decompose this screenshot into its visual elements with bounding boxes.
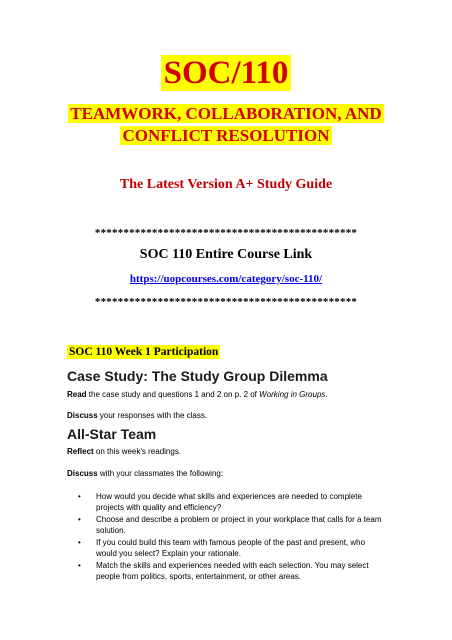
discuss-text: your responses with the class.	[97, 411, 208, 420]
discuss-text: with your classmates the following:	[97, 469, 224, 478]
list-item	[78, 537, 388, 559]
read-end: .	[325, 390, 328, 399]
course-title	[0, 104, 452, 148]
read-text: the case study and questions 1 and 2 on p. 2 of	[86, 390, 260, 399]
all-star-discuss-instruction	[67, 468, 397, 479]
course-url-link[interactable]: https://uopcourses.com/category/soc-110/	[129, 273, 323, 285]
discuss-keyword: Discuss	[67, 469, 98, 478]
course-title-line2: CONFLICT RESOLUTION	[122, 126, 330, 145]
week1-label-text: SOC 110 Week 1 Participation	[69, 346, 219, 358]
separator-top: **********************************************	[94, 227, 358, 239]
separator-bottom: **********************************************	[94, 296, 358, 308]
case-study-discuss-instruction	[67, 410, 397, 421]
list-item	[78, 514, 388, 536]
week1-label	[67, 345, 220, 360]
list-item-text: How would you decide what skills and experiences are needed to complete projects with quality and efficiency?	[96, 492, 362, 512]
case-study-heading: Case Study: The Study Group Dilemma	[67, 368, 328, 384]
list-item-text: Match the skills and experiences needed with each selection. You may select people from politics, sports, entertainment, or other areas.	[96, 561, 369, 581]
bullet-icon: •	[78, 515, 81, 524]
discuss-keyword: Discuss	[67, 411, 98, 420]
reflect-text: on this week's readings.	[93, 447, 182, 456]
list-item-text: If you could build this team with famous people of the past and present, who would you select? Explain your rationale.	[96, 538, 366, 558]
bullet-icon: •	[78, 561, 81, 570]
bullet-icon: •	[78, 492, 81, 501]
read-keyword: Read	[67, 390, 87, 399]
course-code-text: SOC/110	[161, 55, 292, 91]
reflect-keyword: Reflect	[67, 447, 94, 456]
list-item-text: Choose and describe a problem or project in your workplace that calls for a team solution.	[96, 515, 382, 535]
list-item	[78, 560, 388, 582]
all-star-question-list	[78, 491, 388, 583]
bullet-icon: •	[78, 538, 81, 547]
course-link-label: SOC 110 Entire Course Link	[139, 247, 313, 262]
study-guide-label: The Latest Version A+ Study Guide	[119, 177, 333, 192]
course-code-title	[0, 54, 452, 92]
case-study-read-instruction	[67, 389, 397, 400]
course-title-line1: TEAMWORK, COLLABORATION, AND	[70, 104, 382, 123]
book-title: Working in Groups	[259, 390, 326, 399]
all-star-reflect-instruction	[67, 446, 397, 457]
list-item	[78, 491, 388, 513]
all-star-heading: All-Star Team	[67, 426, 157, 442]
